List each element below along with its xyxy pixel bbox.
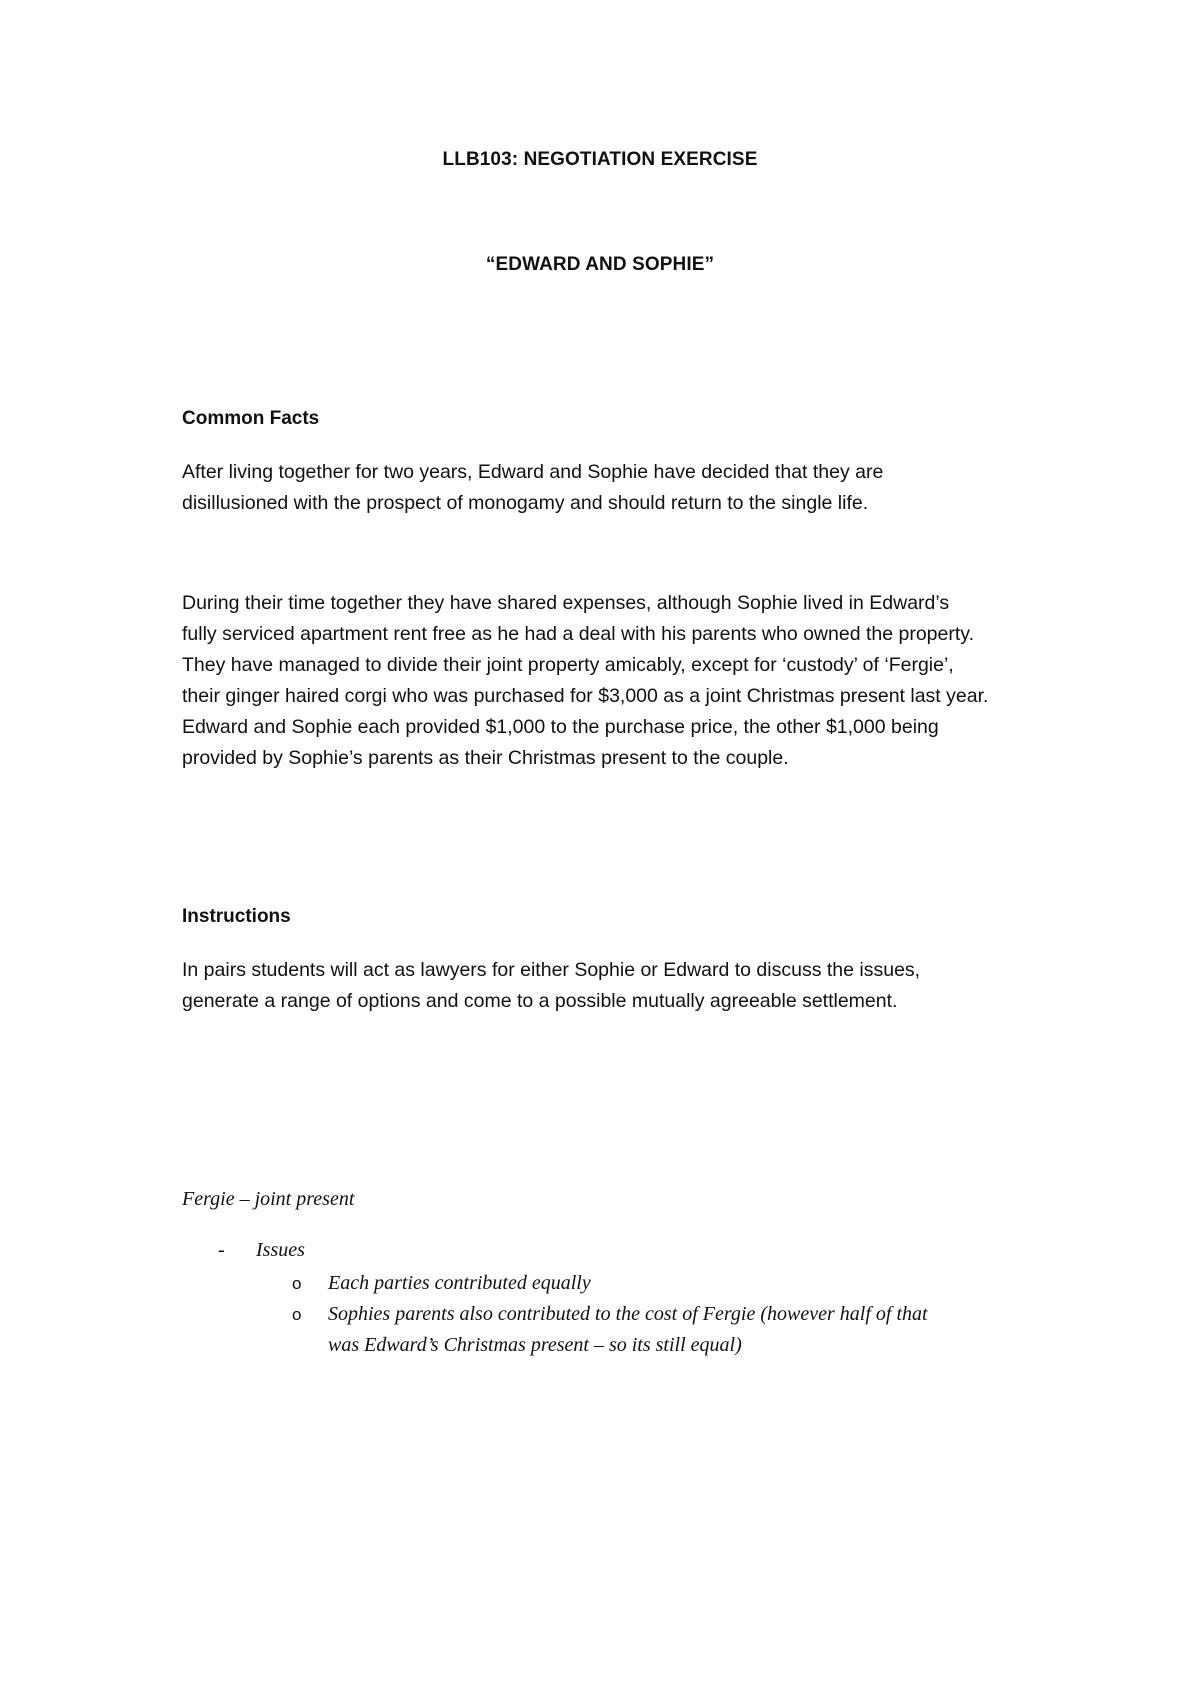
list-item-line: Each parties contributed equally — [328, 1272, 591, 1294]
paragraph-line: provided by Sophie’s parents as their Christmas present to the couple. — [182, 747, 789, 769]
common-facts-paragraph-1 — [182, 457, 1062, 519]
list-item-line: was Edward’s Christmas present – so its still equal) — [328, 1334, 742, 1356]
document-subtitle: “EDWARD AND SOPHIE” — [485, 254, 715, 275]
paragraph-line: disillusioned with the prospect of monogamy and should return to the single life. — [182, 492, 869, 514]
bullet-label: Issues — [256, 1239, 305, 1261]
paragraph-line: During their time together they have shared expenses, although Sophie lived in Edward’s — [182, 592, 950, 614]
common-facts-heading: Common Facts — [182, 408, 320, 429]
circle-bullet-icon: o — [292, 1305, 302, 1324]
circle-bullet-icon: o — [292, 1274, 302, 1293]
common-facts-paragraph-2 — [182, 588, 1062, 774]
paragraph-line: fully serviced apartment rent free as he had a deal with his parents who owned the property. — [182, 623, 974, 645]
notes-bullet-issues — [218, 1239, 305, 1262]
list-item-line: Sophies parents also contributed to the cost of Fergie (however half of that — [328, 1303, 928, 1325]
document-title: LLB103: NEGOTIATION EXERCISE — [442, 149, 758, 170]
paragraph-line: They have managed to divide their joint property amicably, except for ‘custody’ of ‘Fergie’, — [182, 654, 954, 676]
list-item — [292, 1268, 1092, 1299]
paragraph-line: Edward and Sophie each provided $1,000 to the purchase price, the other $1,000 being — [182, 716, 939, 738]
notes-title: Fergie – joint present — [182, 1188, 355, 1210]
paragraph-line: In pairs students will act as lawyers for either Sophie or Edward to discuss the issues, — [182, 959, 921, 981]
paragraph-line: After living together for two years, Edward and Sophie have decided that they are — [182, 461, 884, 483]
instructions-paragraph — [182, 955, 1062, 1017]
dash-bullet-icon: - — [218, 1239, 225, 1261]
list-item — [292, 1299, 1092, 1361]
notes-sub-list — [292, 1268, 1092, 1361]
paragraph-line: their ginger haired corgi who was purchased for $3,000 as a joint Christmas present last year. — [182, 685, 989, 707]
instructions-heading: Instructions — [182, 906, 291, 927]
paragraph-line: generate a range of options and come to a possible mutually agreeable settlement. — [182, 990, 898, 1012]
